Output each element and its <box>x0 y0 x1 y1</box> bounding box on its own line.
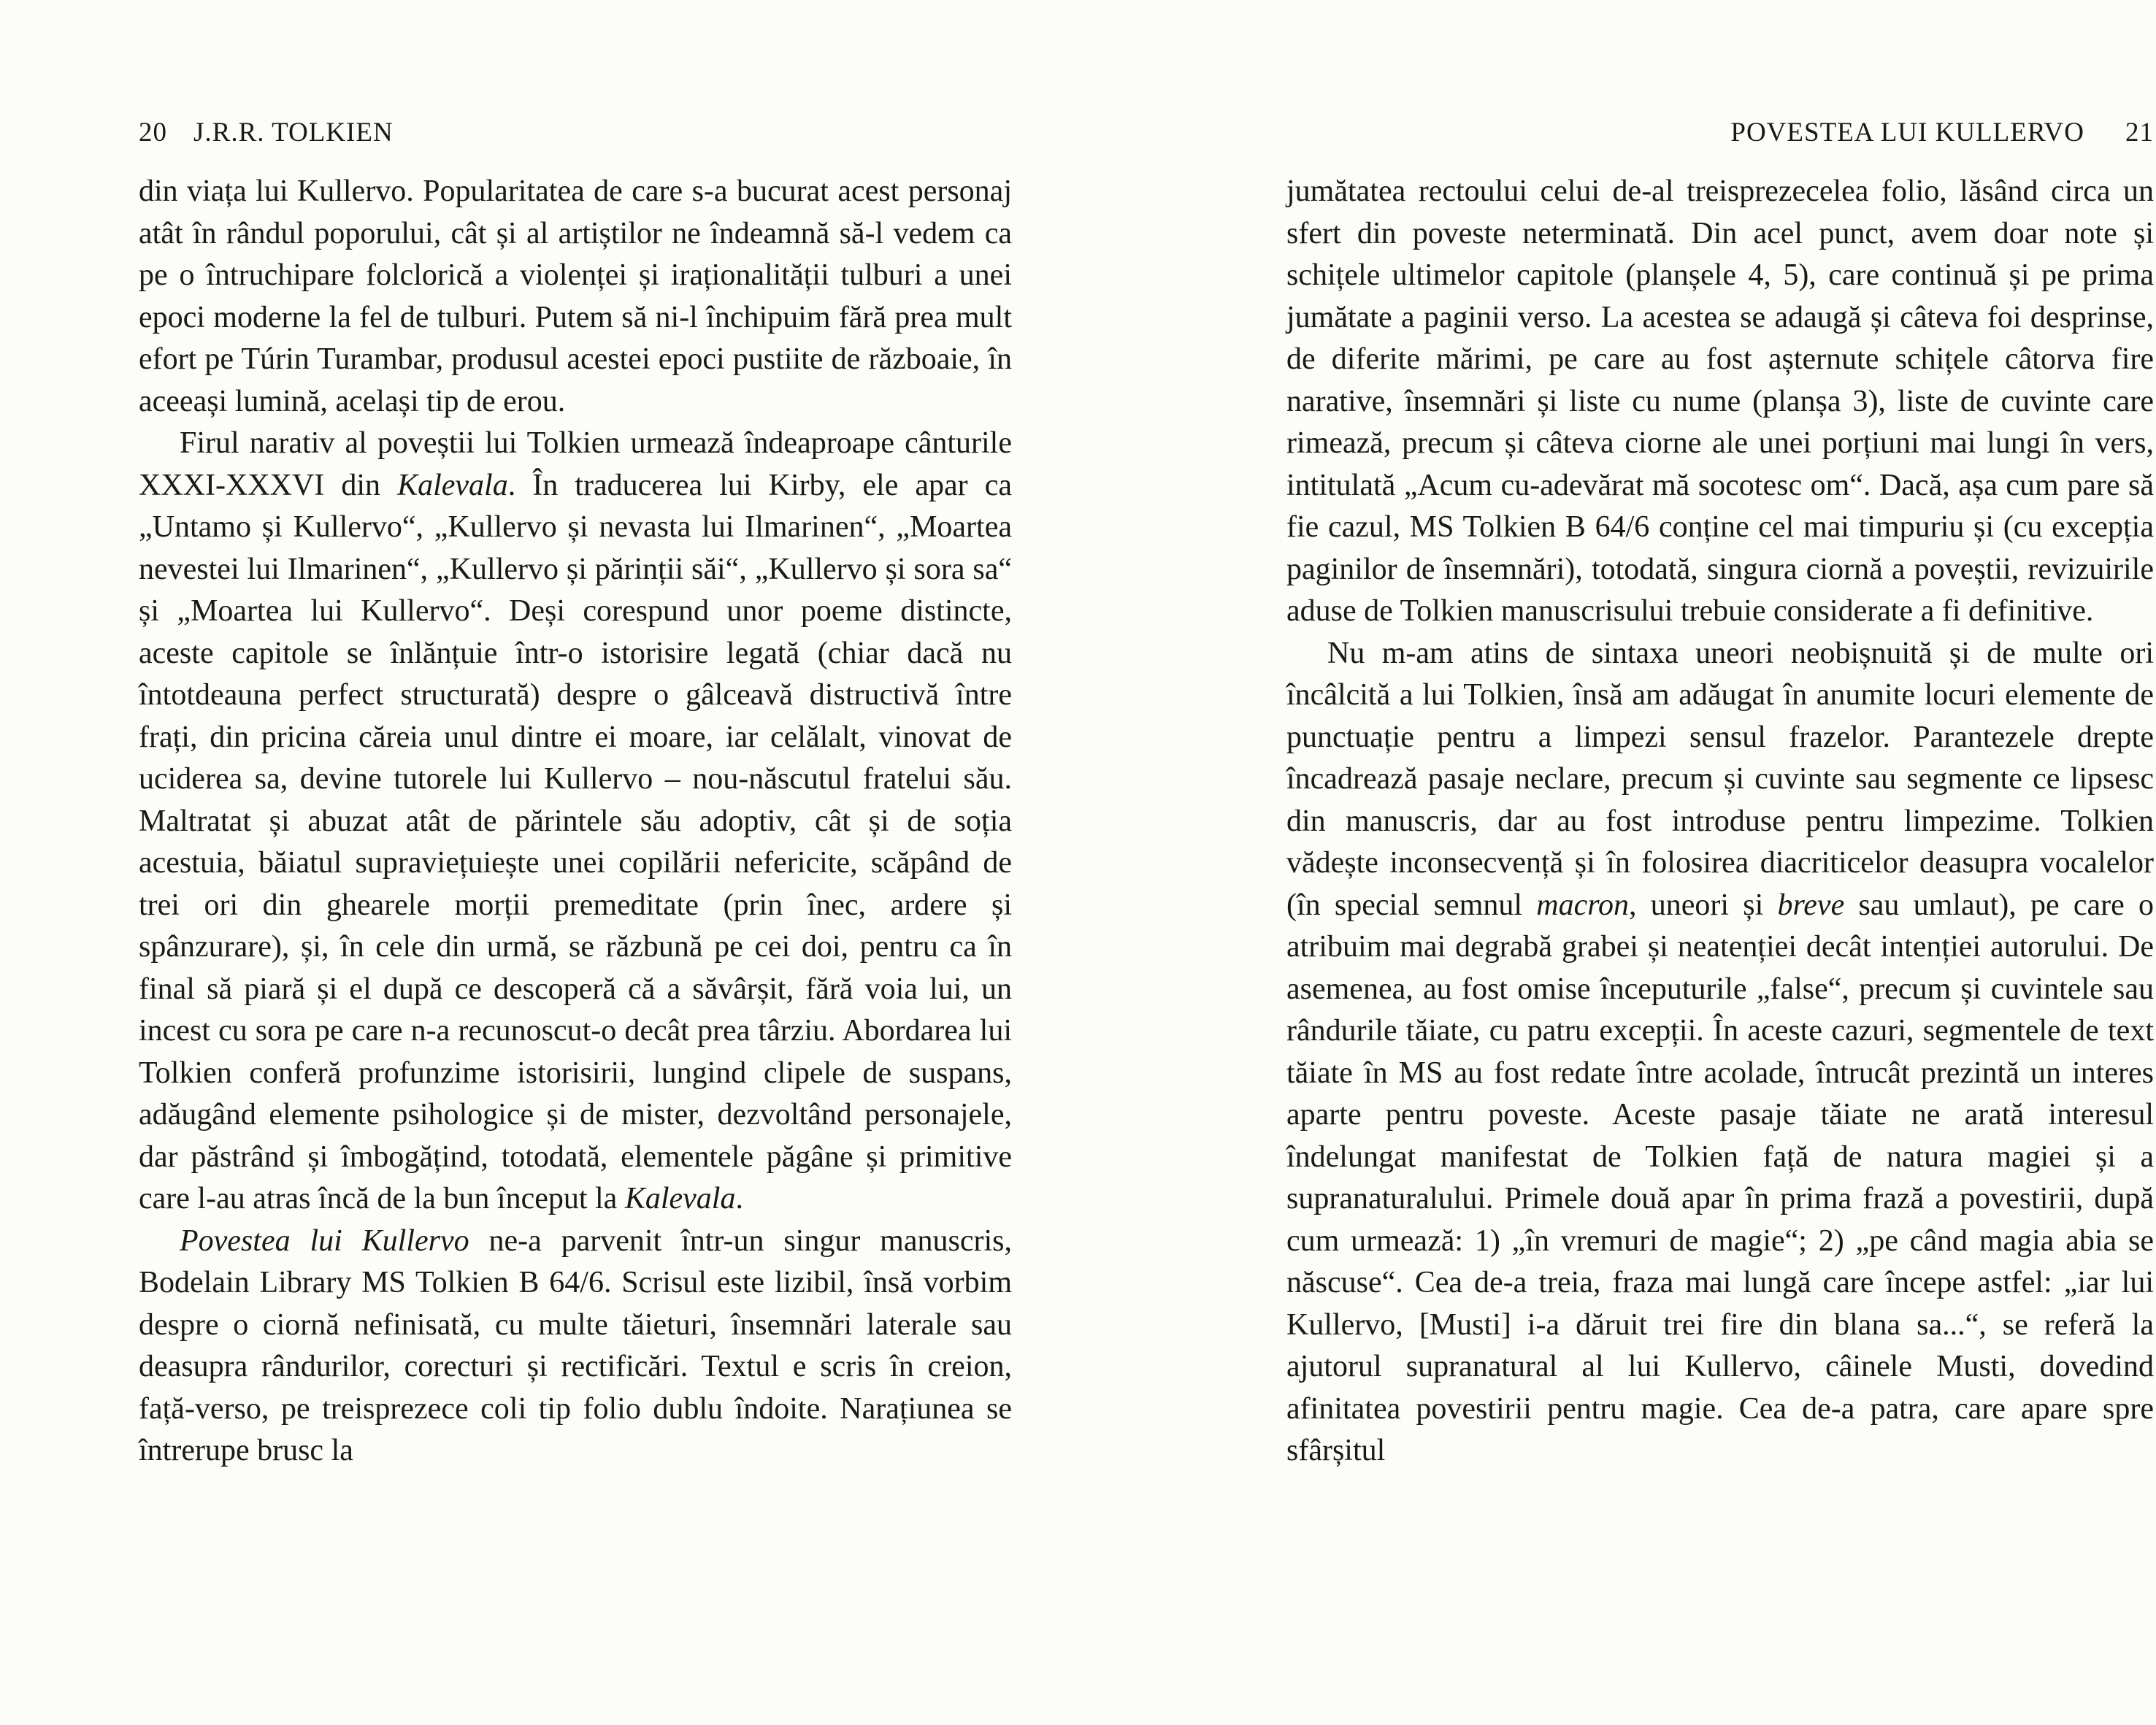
page-left <box>139 0 1012 1725</box>
page-number-left: 20 <box>139 118 167 147</box>
paragraph: din viața lui Kullervo. Popularitatea de care s-a bucurat acest personaj atât în rândul poporului, cât și al artiștilor ne îndeamnă să-l vedem ca pe o întruchipare folclorică a violenței și iraționalității tulburi a unei epoci moderne la fel de tulburi. Putem să ni-l închipuim fără prea mult efort pe Túrin Turambar, produsul acestei epoci pustiite de războaie, în aceeași lumină, același tip de erou. <box>139 174 1012 418</box>
paragraph: Povestea lui Kullervo ne-a parvenit într-un singur manuscris, Bodelain Library MS Tolkien B 64/6. Scrisul este lizibil, însă vorbim despre o ciornă nefinisată, cu multe tăieturi, însemnări laterale sau deasupra rândurilor, corecturi și rectificări. Textul e scris în creion, față-verso, pe treisprezece coli tip folio dublu îndoite. Narațiunea se întrerupe brusc la <box>139 1223 1012 1467</box>
page-right <box>1286 0 2154 1725</box>
running-title-left: J.R.R. TOLKIEN <box>193 118 394 147</box>
running-header-right <box>1286 117 2154 148</box>
page-body-left <box>139 171 1012 1472</box>
paragraph: Firul narativ al poveștii lui Tolkien urmează îndeaproape cânturile XXXI-XXXVI din Kalevala. În traducerea lui Kirby, ele apar ca „Untamo și Kullervo“, „Kullervo și nevasta lui Ilmarinen“, „Moartea nevestei lui Ilmarinen“, „Kullervo și părinții săi“, „Kullervo și sora sa“ și „Moartea lui Kullervo“. Deși corespund unor poeme distincte, aceste capitole se înlănțuie într-o istorisire legată (chiar dacă nu întotdeauna perfect structurată) despre o gâlceavă distructivă între frați, din pricina căreia unul dintre ei moare, iar celălalt, vinovat de uciderea sa, devine tutorele lui Kullervo – nou-născutul fratelui său. Maltratat și abuzat atât de părintele său adoptiv, cât și de soția acestuia, băiatul supraviețuiește unei copilării nefericite, scăpând de trei ori din ghearele morții premeditate (prin înec, ardere și spânzurare), și, în cele din urmă, se răzbună pe cei doi, pentru ca în final să piară și el după ce descoperă că a săvârșit, fără voia lui, un incest cu sora pe care n-a recunoscut-o decât prea târziu. Abordarea lui Tolkien conferă profunzime istorisirii, lungind clipele de suspans, adăugând elemente psihologice și de mister, dezvoltând personajele, dar păstrând și îmbogățind, totodată, elementele păgâne și primitive care l-au atras încă de la bun început la Kalevala. <box>139 426 1013 1215</box>
page-body-right <box>1286 171 2154 1472</box>
running-header-left <box>139 117 1012 148</box>
paragraph: Nu m-am atins de sintaxa uneori neobișnuită și de multe ori încâlcită a lui Tolkien, însă am adăugat în anumite locuri elemente de punctuație pentru a limpezi sensul frazelor. Parantezele drepte încadrează pasaje neclare, precum și cuvinte sau segmente ce lipsesc din manuscris, dar au fost introduse pentru limpezime. Tolkien vădește inconsecvență și în folosirea diacriticelor deasupra vocalelor (în special semnul macron, uneori și breve sau umlaut), pe care o atribuim mai degrabă grabei și neatenției decât intenției autorului. De asemenea, au fost omise începuturile „false“, precum și cuvintele sau rândurile tăiate, cu patru excepții. În aceste cazuri, segmentele de text tăiate în MS au fost redate între acolade, întrucât prezintă un interes aparte pentru poveste. Aceste pasaje tăiate ne arată interesul îndelungat manifestat de Tolkien față de natura magiei și a supranaturalului. Primele două apar în prima frază a povestirii, după cum urmează: 1) „în vremuri de magie“; 2) „pe când magia abia se născuse“. Cea de-a treia, fraza mai lungă care începe astfel: „iar lui Kullervo, [Musti] i-a dăruit trei fire din blana sa...“, se referă la ajutorul supranatural al lui Kullervo, câinele Musti, dovedind afinitatea povestirii pentru magie. Cea de-a patra, care apare spre sfârșitul <box>1286 636 2154 1467</box>
paragraph: jumătatea rectoului celui de-al treisprezecelea folio, lăsând circa un sfert din poveste neterminată. Din acel punct, avem doar note și schițele ultimelor capitole (planșele 4, 5), care continuă și pe prima jumătate a paginii verso. La acestea se adaugă și câteva foi desprinse, de diferite mărimi, pe care au fost așternute schițele câtorva fire narative, însemnări și liste cu nume (planșa 3), liste de cuvinte care rimează, precum și câteva ciorne ale unei porțiuni mai lungi în vers, intitulată „Acum cu-adevărat mă socotesc om“. Dacă, așa cum pare să fie cazul, MS Tolkien B 64/6 conține cel mai timpuriu și (cu excepția paginilor de însemnări), totodată, singura ciornă a poveștii, revizuirile aduse de Tolkien manuscrisului trebuie considerate a fi definitive. <box>1286 174 2154 628</box>
running-title-right: POVESTEA LUI KULLERVO <box>1730 118 2084 147</box>
page-number-right: 21 <box>2125 118 2154 147</box>
